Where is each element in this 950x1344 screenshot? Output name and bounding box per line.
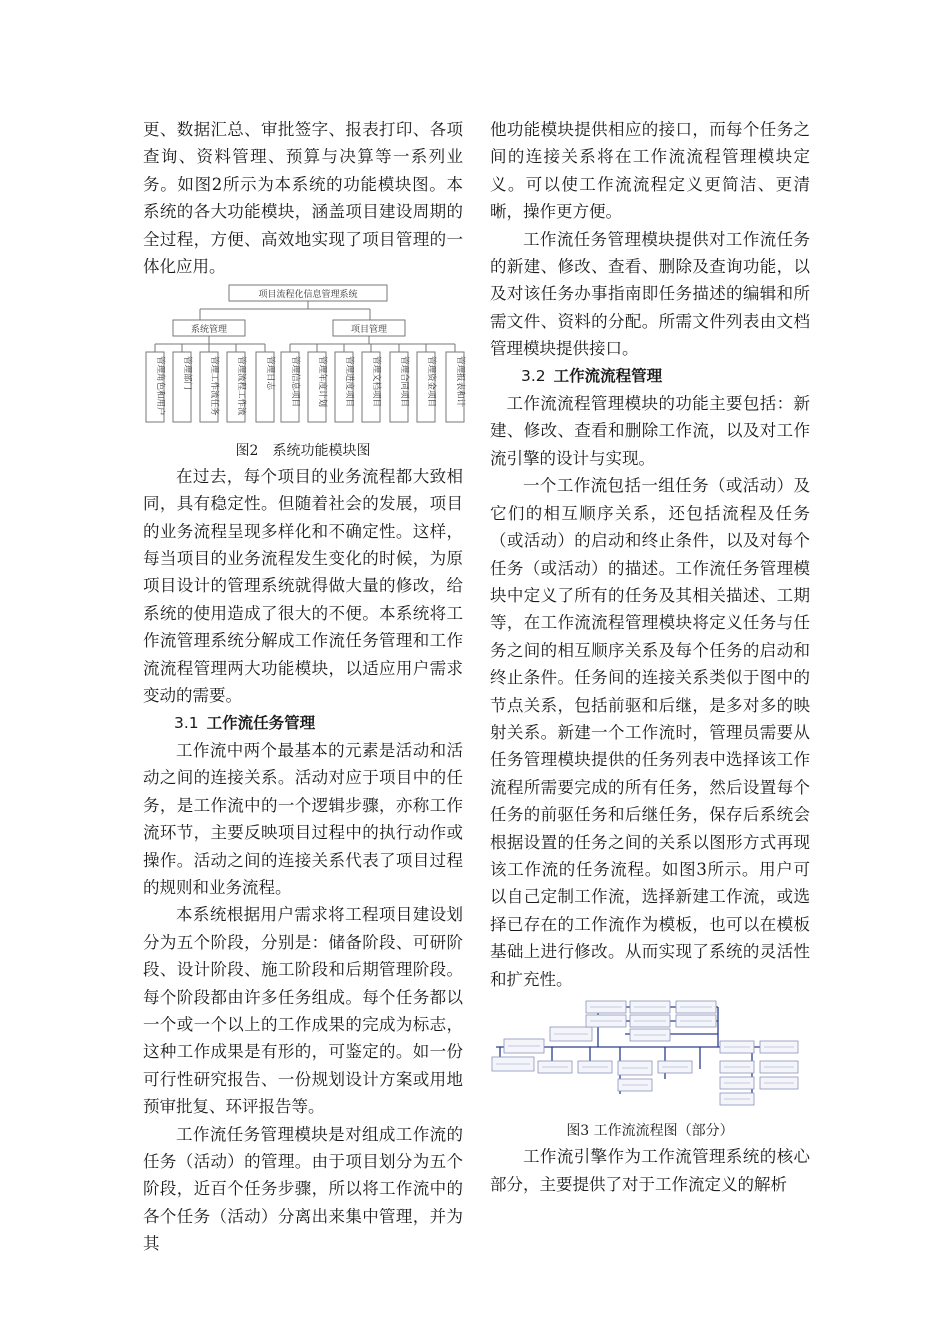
paragraph: 更、数据汇总、审批签字、报表打印、各项查询、资料管理、预算与决算等一系列业务。如图2所示为本系统的功能模块图。本系统的各大功能模块，涵盖项目建设周期的全过程，方便、高效地实现了项目管理的一体化应用。 (143, 120, 463, 277)
section-heading-3-2 (490, 363, 810, 390)
paragraph: 工作流中两个最基本的元素是活动和活动之间的连接关系。活动对应于项目中的任务，是工作流中的一个逻辑步骤，亦称工作流环节，主要反映项目过程中的执行动作或操作。活动之间的连接关系代表了项目过程的规则和业务流程。 (143, 740, 463, 897)
diagram-leaf-label: 管理工作流任务 (209, 356, 219, 416)
right-column (490, 116, 810, 1198)
figure-2-module-diagram (143, 280, 463, 438)
diagram-leaf-label: 管理文档项目 (371, 356, 381, 408)
diagram-leaf-label: 管理进度项目 (344, 356, 354, 408)
section-heading-3-1 (143, 710, 463, 737)
figure-3-caption: 图3 工作流流程图（部分） (566, 1123, 734, 1140)
section-title: 工作流流程管理 (553, 366, 663, 385)
paragraph: 工作流流程管理模块的功能主要包括：新建、修改、查看和删除工作流，以及对工作流引擎的设计与实现。 (490, 394, 810, 468)
workflow-flowchart (490, 999, 810, 1107)
diagram-group-project-label: 项目管理 (350, 325, 388, 336)
section-number: 3.2 (521, 366, 546, 385)
paragraph: 在过去，每个项目的业务流程都大致相同，具有稳定性。但随着社会的发展，项目的业务流程呈现多样化和不确定性。这样，每当项目的业务流程发生变化的时候，为原项目设计的管理系统就得做大量的修改，给系统的使用造成了很大的不便。本系统将工作流管理系统分解成工作流任务管理和工作流流程管理两大功能模块，以适应用户需求变动的需要。 (143, 466, 463, 706)
diagram-group-system-label: 系统管理 (190, 325, 228, 336)
paragraph: 一个工作流包括一组任务（或活动）及它们的相互顺序关系，还包括流程及任务（或活动）的启动和终止条件，以及对每个任务（或活动）的描述。工作流任务管理模块中定义了所有的任务及其相关描述、工期等，在工作流流程管理模块将定义任务与任务之间的相互顺序关系及每个任务的启动和终止条件。任务间的连接关系类似于图中的节点关系，包括前驱和后继，是多对多的映射关系。新建一个工作流时，管理员需要从任务管理模块提供的任务列表中选择该工作流程所需要完成的所有任务，然后设置每个任务的前驱任务和后继任务，保存后系统会根据设置的任务之间的关系以图形方式再现该工作流的任务流程。如图3所示。用户可以自己定制工作流，选择新建工作流，或选择已存在的工作流作为模板，也可以在模板基础上进行修改。从而实现了系统的灵活性和扩充性。 (490, 476, 810, 989)
diagram-leaf-label: 管理资金项目 (426, 356, 436, 408)
paragraph: 本系统根据用户需求将工程项目建设划分为五个阶段，分别是：储备阶段、可研阶段、设计阶段、施工阶段和后期管理阶段。每个阶段都由许多任务组成。每个任务都以一个或一个以上的工作成果的完成为标志，这种工作成果是有形的，可鉴定的。如一份可行性研究报告、一份规划设计方案或用地预审批复、环评报告等。 (143, 905, 463, 1117)
module-tree-diagram (143, 280, 463, 430)
diagram-leaf-label: 管理角色和用户 (155, 356, 165, 416)
paragraph: 工作流引擎作为工作流管理系统的核心部分，主要提供了对于工作流定义的解析 (490, 1147, 810, 1194)
section-title: 工作流任务管理 (206, 713, 316, 732)
diagram-leaf-label: 管理合同项目 (399, 356, 409, 408)
diagram-leaf-label: 管理信息项目 (290, 356, 300, 408)
diagram-leaf-label: 管理年度计划 (317, 356, 327, 408)
figure-2-caption: 图2 系统功能模块图 (235, 442, 371, 459)
figure-3-workflow-diagram (490, 999, 810, 1115)
left-column (143, 116, 463, 1258)
section-number: 3.1 (174, 713, 199, 732)
diagram-leaf-label: 管理流程工作流 (236, 356, 246, 416)
paragraph: 工作流任务管理模块是对组成工作流的任务（活动）的管理。由于项目划分为五个阶段，近百个任务步骤，所以将工作流中的各个任务（活动）分离出来集中管理，并为其 (143, 1124, 463, 1254)
diagram-leaf-label: 管理部门 (182, 356, 192, 391)
paragraph: 他功能模块提供相应的接口，而每个任务之间的连接关系将在工作流流程管理模块定义。可以使工作流流程定义更简洁、更清晰，操作更方便。 (490, 120, 810, 222)
paragraph: 工作流任务管理模块提供对工作流任务的新建、修改、查看、删除及查询功能，以及对该任务办事指南即任务描述的编辑和所需文件、资料的分配。所需文件列表由文档管理模块提供接口。 (490, 229, 810, 359)
diagram-leaf-label: 管理报表和计 (455, 356, 465, 408)
diagram-root-label: 项目流程化信息管理系统 (258, 290, 358, 301)
diagram-leaf-label: 管理日志 (265, 356, 275, 391)
